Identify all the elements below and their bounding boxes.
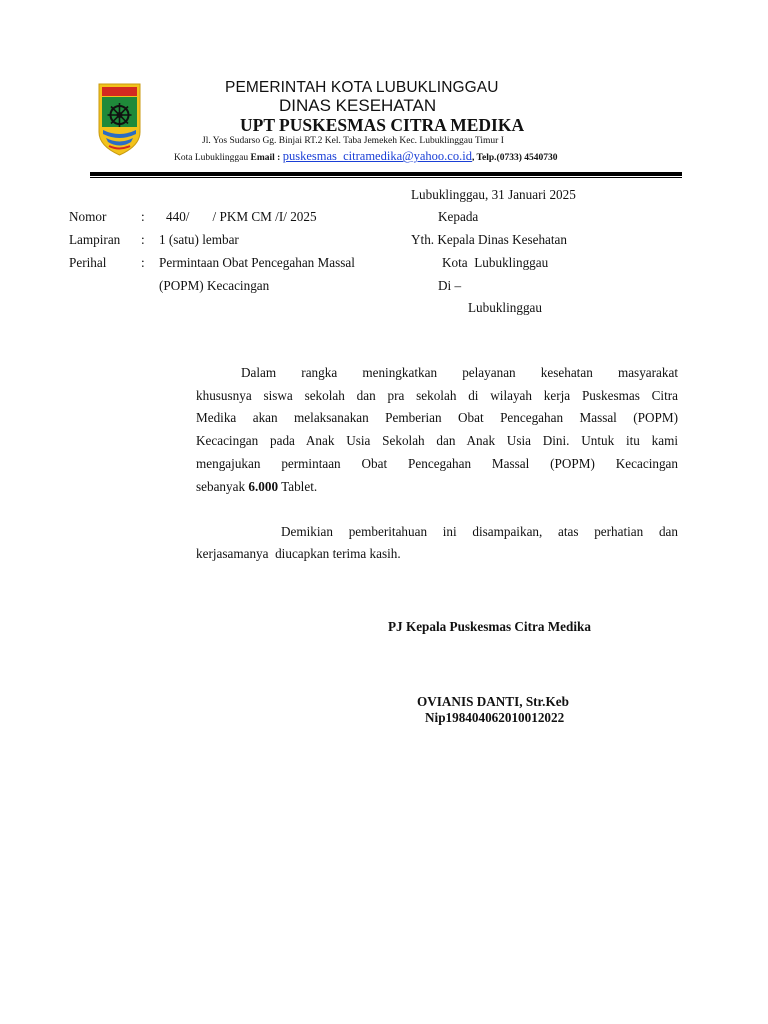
lampiran-colon: : xyxy=(141,232,145,247)
signature-name: OVIANIS DANTI, Str.Keb xyxy=(417,694,569,709)
letterhead-divider-thick xyxy=(90,172,682,176)
letterhead-government: PEMERINTAH KOTA LUBUKLINGGAU xyxy=(225,79,499,96)
recipient-place: Lubuklinggau xyxy=(468,300,542,315)
body-p1-line6 xyxy=(196,479,317,495)
telephone: , Telp.(0733) 4540730 xyxy=(471,153,558,163)
perihal-value-line2: (POPM) Kecacingan xyxy=(159,278,270,293)
lampiran-value: 1 (satu) lembar xyxy=(159,232,239,247)
letterhead-department: DINAS KESEHATAN xyxy=(279,96,437,115)
perihal-label: Perihal xyxy=(69,255,107,270)
recipient-di: Di – xyxy=(438,278,462,293)
email-label: Email : xyxy=(250,153,283,163)
body-p1-line2: khususnya siswa sekolah dan pra sekolah di wilayah kerja Puskesmas Citra xyxy=(196,388,678,403)
body-p2-line2: kerjasamanya diucapkan terima kasih. xyxy=(196,546,401,561)
letterhead-unit: UPT PUSKESMAS CITRA MEDIKA xyxy=(240,115,525,135)
body-p2-line1: Demikian pemberitahuan ini disampaikan, atas perhatian dan xyxy=(281,524,678,539)
body-p1-line1: Dalam rangka meningkatkan pelayanan kesehatan masyarakat xyxy=(241,365,678,380)
body-p1-line4: Kecacingan pada Anak Usia Sekolah dan Anak Usia Dini. Untuk itu kami xyxy=(196,433,678,448)
lampiran-label: Lampiran xyxy=(69,232,121,247)
quantity-value: 6.000 xyxy=(248,479,279,494)
perihal-colon: : xyxy=(141,255,145,270)
nomor-label: Nomor xyxy=(69,209,107,224)
body-p1-line5: mengajukan permintaan Obat Pencegahan Massal (POPM) Kecacingan xyxy=(196,456,678,471)
recipient-kepada: Kepada xyxy=(438,209,479,224)
email-link[interactable]: puskesmas_citramedika@yahoo.co.id xyxy=(282,149,472,163)
city-emblem-logo xyxy=(97,82,142,157)
quantity-prefix: sebanyak xyxy=(196,479,249,494)
letterhead-address: Jl. Yos Sudarso Gg. Binjai RT.2 Kel. Taba Jemekeh Kec. Lubuklinggau Timur I xyxy=(202,136,504,146)
perihal-value-line1: Permintaan Obat Pencegahan Massal xyxy=(159,255,355,270)
quantity-suffix: Tablet. xyxy=(278,479,318,494)
place-date: Lubuklinggau, 31 Januari 2025 xyxy=(411,187,576,202)
letterhead-contact xyxy=(174,149,557,164)
body-p1-line3: Medika akan melaksanakan Pemberian Obat Pencegahan Massal (POPM) xyxy=(196,410,678,425)
nomor-colon: : xyxy=(141,209,145,224)
signature-title: PJ Kepala Puskesmas Citra Medika xyxy=(388,619,591,634)
letterhead-city: Kota Lubuklinggau xyxy=(174,153,251,163)
recipient-city: Kota Lubuklinggau xyxy=(442,255,549,270)
signature-nip: Nip198404062010012022 xyxy=(425,710,565,725)
nomor-value: 440/ / PKM CM /I/ 2025 xyxy=(166,209,317,224)
recipient-yth: Yth. Kepala Dinas Kesehatan xyxy=(411,232,567,247)
letterhead-divider-thin xyxy=(90,177,682,178)
